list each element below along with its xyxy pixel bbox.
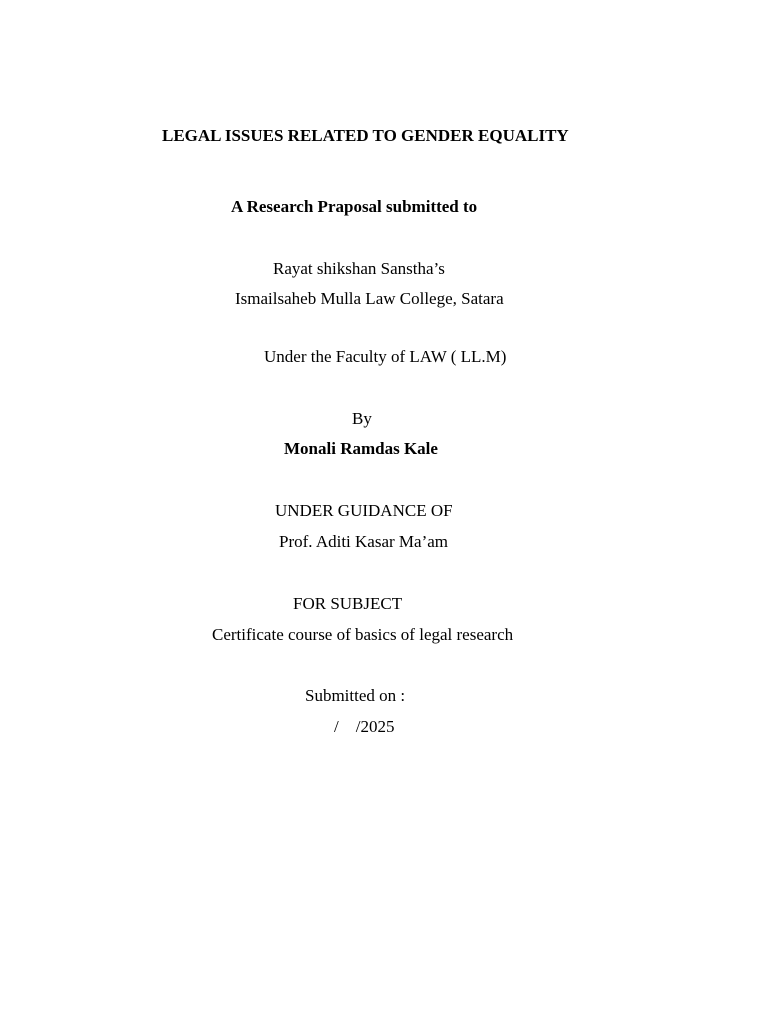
submitted-date: / /2025 [334, 717, 395, 736]
document-title: LEGAL ISSUES RELATED TO GENDER EQUALITY [162, 126, 569, 145]
subject-label: FOR SUBJECT [293, 594, 403, 613]
faculty-line: Under the Faculty of LAW ( LL.M) [264, 347, 507, 366]
guide-name: Prof. Aditi Kasar Ma’am [279, 532, 449, 551]
submitted-label: Submitted on : [305, 686, 406, 705]
guidance-label: UNDER GUIDANCE OF [275, 501, 453, 520]
by-label: By [352, 409, 372, 428]
institution-line-1: Rayat shikshan Sanstha’s [273, 259, 445, 278]
proposal-line: A Research Praposal submitted to [231, 197, 478, 216]
author-name: Monali Ramdas Kale [284, 439, 438, 458]
subject-name: Certificate course of basics of legal research [212, 625, 514, 644]
institution-line-2: Ismailsaheb Mulla Law College, Satara [235, 289, 504, 308]
